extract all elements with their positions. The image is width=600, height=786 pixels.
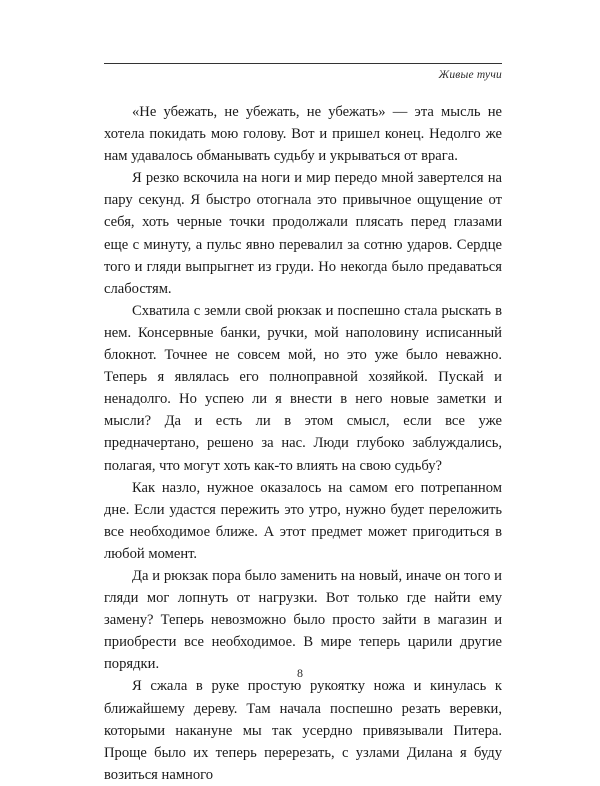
- header-rule: [104, 63, 502, 64]
- paragraph-6: Я сжала в руке простую рукоятку ножа и кинулась к ближайшему дереву. Там начала поспешно резать веревки, которыми накануне мы так усердно привязывали Питера. Проще было их теперь перерезать, с узлами Дилана я буду возиться намного: [104, 678, 502, 783]
- page-number: 8: [297, 666, 303, 680]
- body-text: [104, 101, 502, 786]
- running-head: Живые тучи: [438, 69, 502, 81]
- paragraph-1: «Не убежать, не убежать, не убежать» — эта мысль не хотела покидать мою голову. Вот и пришел конец. Недолго же нам удавалось обманывать судьбу и укрываться от врага.: [104, 104, 502, 165]
- paragraph-4: Как назло, нужное оказалось на самом его потрепанном дне. Если удастся пережить это утро, нужно будет переложить все необходимое ближе. А этот предмет может пригодиться в любой момент.: [104, 479, 502, 562]
- paragraph-3: Схватила с земли свой рюкзак и поспешно стала рыскать в нем. Консервные банки, ручки, мой наполовину исписанный блокнот. Точнее не совсем мой, но это уже было неважно. Теперь я являлась его полноправной хозяйкой. Пускай и ненадолго. Но успею ли я внести в него новые заметки и мысли? Да и есть ли в этом смысл, если все уже предначертано, решено за нас. Люди глубоко заблуждались, полагая, что могут хоть как-то влиять на свою судьбу?: [104, 302, 502, 474]
- paragraph-2: Я резко вскочила на ноги и мир передо мной завертелся на пару секунд. Я быстро отогнала это привычное ощущение от себя, хоть черные точки продолжали плясать перед глазами еще с минуту, а пульс явно перевалил за сотню ударов. Сердце того и гляди выпрыгнет из груди. Но некогда было предаваться слабостям.: [104, 170, 502, 297]
- paragraph-5: Да и рюкзак пора было заменить на новый, иначе он того и гляди мог лопнуть от нагрузки. Вот только где найти ему замену? Теперь невозможно было просто зайти в магазин и приобрести все необходимое. В мире теперь царили другие порядки.: [104, 567, 502, 673]
